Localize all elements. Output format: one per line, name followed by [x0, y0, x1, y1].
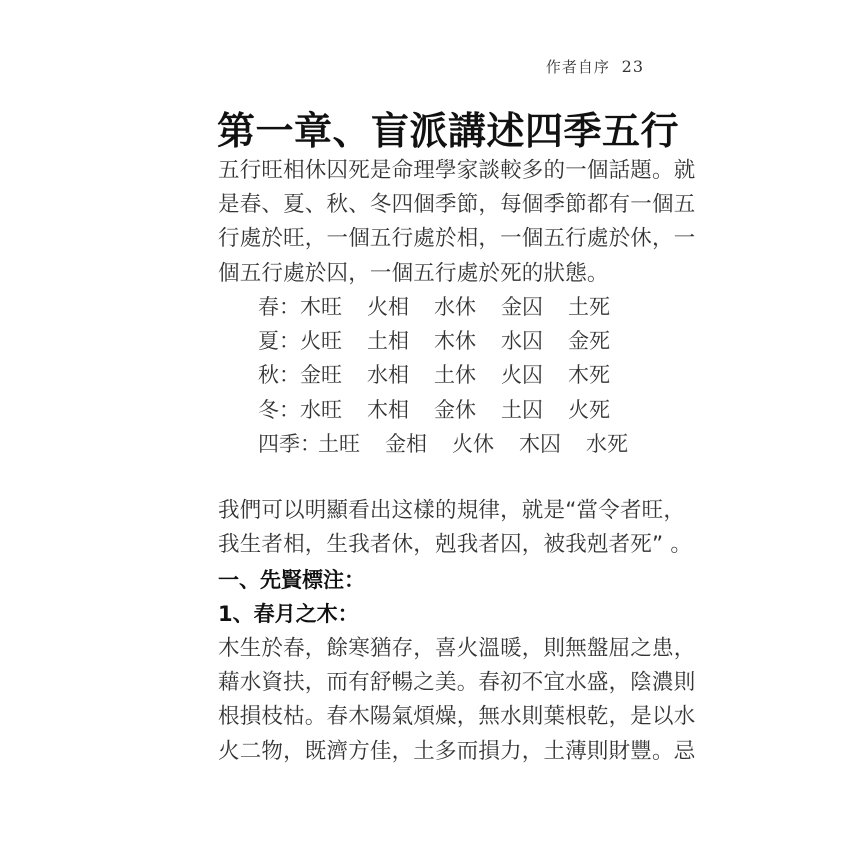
table-cell: 水休 — [434, 295, 476, 319]
intro-paragraph — [218, 154, 696, 291]
table-cell: 土旺 — [318, 431, 360, 456]
text-line: 火二物，既濟方佳，土多而損力，土薄則財豐。忌 — [218, 738, 696, 764]
table-cell: 木囚 — [519, 431, 561, 456]
table-cell: 木死 — [568, 363, 610, 388]
detail-paragraph — [218, 632, 696, 769]
table-cell: 火旺 — [300, 329, 342, 354]
table-cell: 木旺 — [300, 295, 342, 319]
running-header-section: 作者自序 — [545, 58, 610, 76]
text-line: 木生於春，餘寒猶存，喜火溫暖，則無盤屈之患， — [218, 636, 696, 661]
table-cell: 金旺 — [300, 363, 342, 388]
table-cell: 水相 — [367, 363, 409, 388]
table-row — [258, 393, 653, 427]
table-row — [258, 427, 653, 461]
table-cell: 金囚 — [501, 295, 543, 319]
text-line: 五行旺相休囚死是命理學家談較多的一個話題。就 — [218, 158, 696, 183]
season-label: 春： — [258, 295, 300, 319]
chapter-title: 第一章、盲派講述四季五行 — [217, 108, 680, 153]
table-cell: 木相 — [367, 397, 409, 422]
table-cell: 火相 — [367, 295, 409, 319]
table-cell: 水旺 — [300, 397, 342, 422]
table-row — [258, 358, 653, 392]
table-cell: 水囚 — [501, 329, 543, 354]
sub-heading: 1、春月之木： — [218, 602, 359, 626]
table-cell: 土死 — [568, 295, 610, 319]
text-line: 我們可以明顯看出这樣的規律，就是“當令者旺， — [218, 498, 686, 523]
season-label: 秋： — [258, 363, 300, 388]
table-cell: 火休 — [452, 431, 494, 456]
running-header — [546, 56, 644, 77]
table-cell: 土相 — [367, 329, 409, 354]
table-row — [258, 324, 653, 358]
text-line: 行處於旺，一個五行處於相，一個五行處於休，一 — [218, 226, 696, 252]
section-heading: 一、先賢標注： — [218, 568, 365, 592]
five-elements-season-table — [258, 290, 653, 461]
text-line: 個五行處於囚，一個五行處於死的狀態。 — [218, 260, 609, 286]
table-cell: 木休 — [434, 329, 476, 354]
text-line: 我生者相，生我者休，剋我者囚，被我剋者死” 。 — [218, 532, 693, 558]
text-line: 是春、夏、秋、冬四個季節，每個季節都有一個五 — [218, 192, 696, 218]
page-number: 23 — [621, 57, 644, 76]
table-cell: 金相 — [385, 431, 427, 456]
table-cell: 金休 — [434, 397, 476, 422]
table-cell: 土休 — [434, 363, 476, 388]
table-cell: 水死 — [586, 431, 628, 456]
rule-paragraph — [218, 494, 693, 562]
table-cell: 金死 — [568, 329, 610, 354]
table-cell: 火死 — [568, 397, 610, 422]
text-line: 藉水資扶，而有舒暢之美。春初不宜水盛，陰濃則 — [218, 670, 696, 696]
table-row — [258, 290, 653, 324]
season-label: 四季： — [258, 431, 321, 456]
table-cell: 土囚 — [501, 397, 543, 422]
season-label: 夏： — [258, 329, 300, 354]
text-line: 根損枝枯。春木陽氣煩燥，無水則葉根乾，是以水 — [218, 704, 696, 730]
season-label: 冬： — [258, 397, 300, 422]
table-cell: 火囚 — [501, 363, 543, 388]
